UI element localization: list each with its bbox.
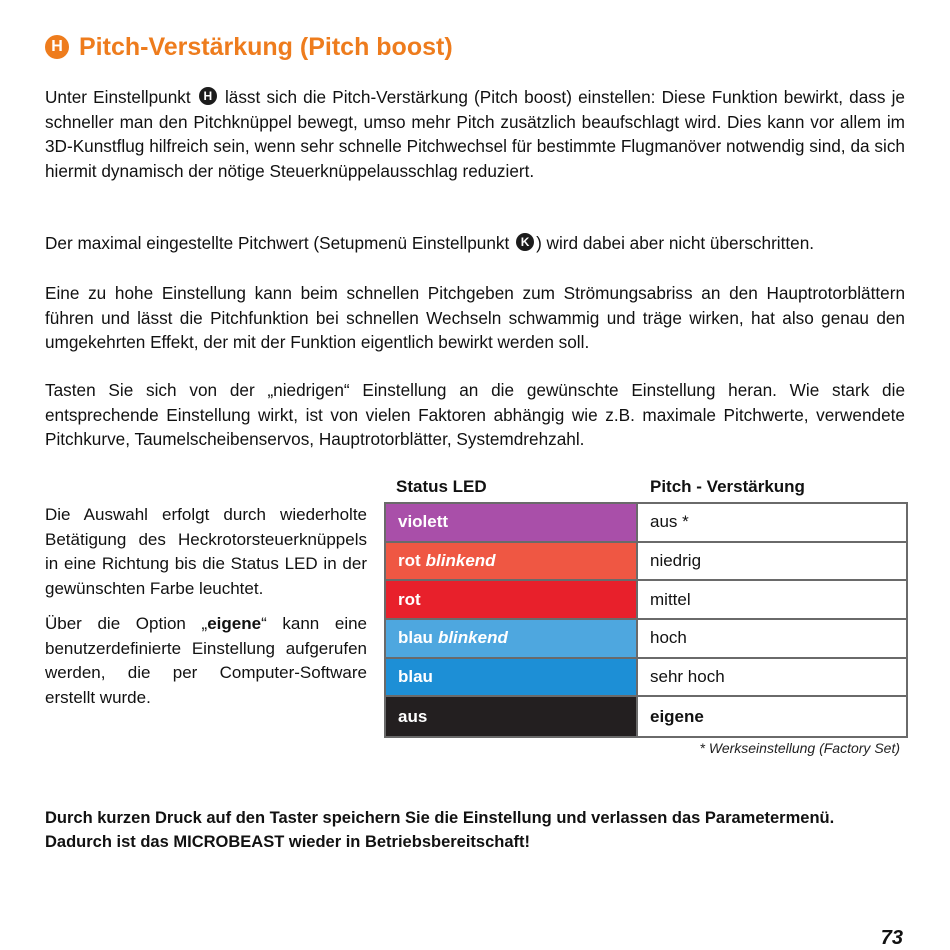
pitch-boost-value: eigene	[650, 706, 704, 726]
pitch-boost-value: niedrig	[650, 551, 702, 571]
max-pitch-text-rest: ) wird dabei aber nicht überschritten.	[536, 233, 815, 253]
led-mode: blinkend	[437, 628, 508, 648]
custom-option-text-rest: “ kann eine benutzerdefinierte Einstellung aufgerufen werden, die per Computer-Software erstellt wurde.	[45, 614, 367, 707]
led-color-cell	[386, 620, 638, 657]
led-color-name: rot	[398, 551, 421, 571]
pitch-boost-value: aus *	[650, 512, 689, 532]
table-row	[386, 697, 906, 736]
advice-paragraph: Tasten Sie sich von der „niedrigen“ Einstellung an die gewünschte Einstellung heran. Wie stark die entsprechende Einstellung wirkt, ist von vielen Faktoren abhängig wie z.B. maximale Pitchwerte, verwendete Pitchkurve, Taumelscheibenservos, Hauptrotorblätter, Systemdrehzahl.	[45, 380, 905, 449]
custom-option-text-start: Über die Option „	[45, 614, 208, 633]
led-color-name: rot	[398, 589, 421, 609]
warning-paragraph: Eine zu hohe Einstellung kann beim schnellen Pitchgeben zum Strömungsabriss an den Hauptrotorblättern führen und lässt die Pitchfunktion bei schnellen Wechseln schwammig und träge wirken, hat also genau den umgekehrten Effekt, der mit der Funktion eigentlich bewirkt werden soll.	[45, 283, 905, 352]
setting-point-h-inline-icon: H	[199, 87, 217, 105]
section-heading	[45, 30, 453, 64]
led-mode: blinkend	[425, 551, 496, 571]
max-pitch-text-start: Der maximal eingestellte Pitchwert (Setupmenü Einstellpunkt	[45, 233, 510, 253]
save-instruction-line-2: Dadurch ist das MICROBEAST wieder in Betriebsbereitschaft!	[45, 833, 531, 851]
save-instruction-line-1: Durch kurzen Druck auf den Taster speichern Sie die Einstellung und verlassen das Parametermenü.	[45, 809, 835, 827]
custom-option-name: eigene	[207, 614, 262, 633]
table-row	[386, 620, 906, 659]
save-instruction	[45, 806, 915, 854]
led-color-cell	[386, 659, 638, 696]
table-row	[386, 543, 906, 582]
intro-paragraph	[45, 85, 905, 183]
factory-set-footnote: * Werkseinstellung (Factory Set)	[699, 740, 900, 756]
table-row	[386, 659, 906, 698]
led-color-name: blau	[398, 667, 433, 687]
custom-option-text	[45, 612, 367, 710]
page-number: 73	[880, 927, 903, 949]
intro-text-rest: lässt sich die Pitch-Verstärkung (Pitch boost) einstellen: Diese Funktion bewirkt, dass je schneller man den Pitchknüppel bewegt, umso mehr Pitch zusätzlich beaufschlagt wird. Dies kann vor allem im 3D-Kunstflug hilfreich sein, wenn sehr schnelle Pitchwechsel für bestimmte Flugmanöver notwendig sind, da sich hiermit dynamisch der nötige Steuerknüppelausschlag reduziert.	[45, 87, 905, 181]
led-color-name: violett	[398, 512, 449, 532]
led-color-cell	[386, 697, 638, 736]
selection-text: Die Auswahl erfolgt durch wiederholte Betätigung des Heckrotorsteuerknüppels in eine Richtung bis die Status LED in der gewünschten Farbe leuchtet.	[45, 505, 367, 598]
selection-instructions	[45, 503, 367, 721]
led-color-cell	[386, 543, 638, 580]
led-color-cell	[386, 504, 638, 541]
led-color-name: blau	[398, 628, 433, 648]
intro-text-start: Unter Einstellpunkt	[45, 87, 191, 107]
led-color-cell	[386, 581, 638, 618]
header-pitch-boost: Pitch - Verstärkung	[650, 477, 805, 496]
max-pitch-paragraph	[45, 231, 905, 256]
table-body	[384, 502, 908, 738]
pitch-boost-value: hoch	[650, 628, 687, 648]
setting-point-h-icon: H	[45, 35, 69, 59]
pitch-boost-value: sehr hoch	[650, 667, 725, 687]
table-header	[384, 472, 908, 502]
led-color-name: aus	[398, 706, 428, 726]
table-row	[386, 581, 906, 620]
setting-point-k-inline-icon: K	[516, 233, 534, 251]
table-row	[386, 504, 906, 543]
section-title: Pitch-Verstärkung (Pitch boost)	[79, 32, 453, 61]
pitch-boost-value: mittel	[650, 589, 691, 609]
header-status-led: Status LED	[396, 477, 487, 496]
status-led-table	[384, 472, 908, 738]
